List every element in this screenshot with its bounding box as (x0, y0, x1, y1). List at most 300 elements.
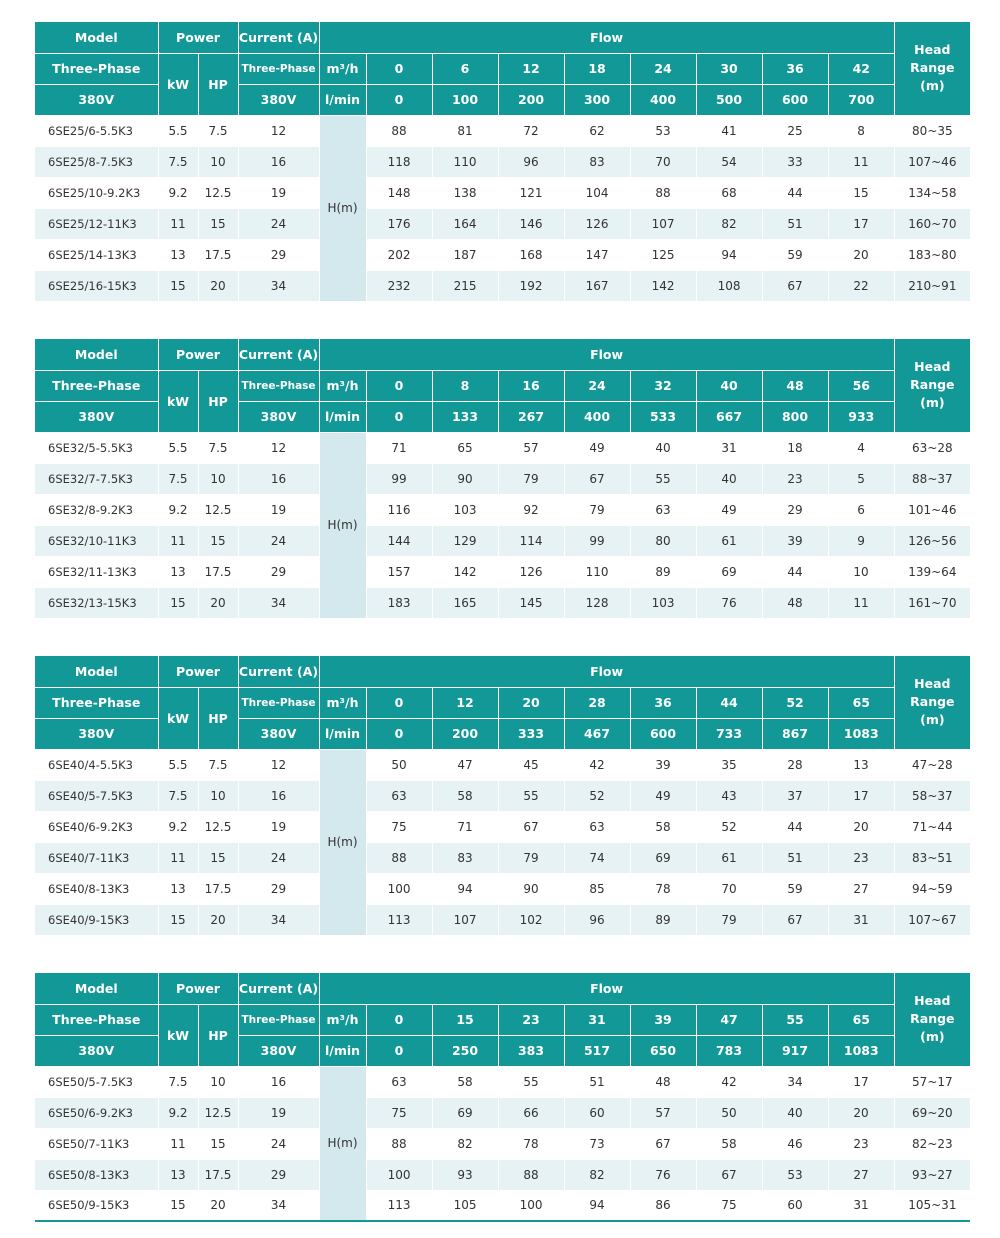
m3h-unit-header: m³/h (319, 687, 366, 718)
head-value-cell: 96 (564, 904, 630, 935)
head-value-cell: 39 (762, 525, 828, 556)
head-value-cell: 99 (366, 463, 432, 494)
flow-m3h-value: 16 (498, 370, 564, 401)
table-row (35, 494, 970, 525)
head-value-cell: 47 (432, 749, 498, 780)
flow-lmin-value: 917 (762, 1035, 828, 1066)
head-value-cell: 55 (498, 780, 564, 811)
hp-cell: 10 (198, 463, 238, 494)
kw-cell: 13 (158, 1159, 198, 1190)
current-cell: 12 (238, 749, 319, 780)
head-value-cell: 60 (564, 1097, 630, 1128)
three-phase-header: Three-Phase (35, 1004, 158, 1035)
kw-cell: 11 (158, 525, 198, 556)
head-value-cell: 165 (432, 587, 498, 618)
kw-cell: 15 (158, 270, 198, 301)
head-range-label-line: (m) (920, 395, 945, 411)
head-value-cell: 57 (498, 432, 564, 463)
head-value-cell: 59 (762, 239, 828, 270)
head-range-cell: 82~23 (894, 1128, 970, 1159)
head-value-cell: 33 (762, 146, 828, 177)
head-value-cell: 92 (498, 494, 564, 525)
head-value-cell: 40 (762, 1097, 828, 1128)
head-value-cell: 76 (630, 1159, 696, 1190)
head-value-cell: 5 (828, 463, 894, 494)
flow-m3h-value: 36 (762, 53, 828, 84)
head-value-cell: 88 (498, 1159, 564, 1190)
flow-header: Flow (319, 656, 894, 687)
flow-m3h-value: 0 (366, 687, 432, 718)
voltage-header: 380V (35, 401, 158, 432)
head-value-cell: 17 (828, 780, 894, 811)
flow-m3h-value: 55 (762, 1004, 828, 1035)
current-header: Current (A) (238, 656, 319, 687)
flow-lmin-value: 733 (696, 718, 762, 749)
flow-m3h-value: 30 (696, 53, 762, 84)
head-value-cell: 125 (630, 239, 696, 270)
head-value-cell: 232 (366, 270, 432, 301)
current-three-phase-header: Three-Phase (238, 1004, 319, 1035)
power-header: Power (158, 339, 238, 370)
head-range-cell: 83~51 (894, 842, 970, 873)
m3h-unit-header: m³/h (319, 370, 366, 401)
head-value-cell: 142 (432, 556, 498, 587)
head-value-cell: 63 (366, 1066, 432, 1097)
head-value-cell: 90 (498, 873, 564, 904)
hp-cell: 20 (198, 270, 238, 301)
current-three-phase-header: Three-Phase (238, 687, 319, 718)
head-value-cell: 71 (366, 432, 432, 463)
head-value-cell: 28 (762, 749, 828, 780)
head-value-cell: 23 (762, 463, 828, 494)
head-value-cell: 99 (564, 525, 630, 556)
current-three-phase-header: Three-Phase (238, 53, 319, 84)
hp-cell: 7.5 (198, 115, 238, 146)
current-cell: 16 (238, 463, 319, 494)
head-value-cell: 83 (432, 842, 498, 873)
hp-cell: 12.5 (198, 1097, 238, 1128)
current-cell: 29 (238, 873, 319, 904)
head-value-cell: 61 (696, 842, 762, 873)
hp-cell: 7.5 (198, 432, 238, 463)
head-value-cell: 37 (762, 780, 828, 811)
head-value-cell: 121 (498, 177, 564, 208)
head-value-cell: 49 (696, 494, 762, 525)
head-range-cell: 94~59 (894, 873, 970, 904)
head-value-cell: 49 (564, 432, 630, 463)
head-value-cell: 23 (828, 1128, 894, 1159)
table-row (35, 270, 970, 301)
flow-m3h-value: 8 (432, 370, 498, 401)
head-range-cell: 160~70 (894, 208, 970, 239)
flow-lmin-value: 600 (762, 84, 828, 115)
current-cell: 29 (238, 1159, 319, 1190)
hp-cell: 12.5 (198, 177, 238, 208)
head-value-cell: 67 (762, 270, 828, 301)
kw-header: kW (158, 370, 198, 432)
flow-lmin-value: 500 (696, 84, 762, 115)
performance-table-4 (35, 973, 970, 1222)
model-cell: 6SE50/8-13K3 (35, 1159, 158, 1190)
model-cell: 6SE25/6-5.5K3 (35, 115, 158, 146)
kw-cell: 11 (158, 1128, 198, 1159)
head-range-cell: 80~35 (894, 115, 970, 146)
head-value-cell: 52 (696, 811, 762, 842)
table-row (35, 239, 970, 270)
flow-lmin-value: 1083 (828, 718, 894, 749)
table-row (35, 1128, 970, 1159)
head-range-label-line: Head (914, 676, 951, 692)
table-row (35, 780, 970, 811)
head-value-cell: 107 (432, 904, 498, 935)
table-row (35, 811, 970, 842)
head-value-cell: 41 (696, 115, 762, 146)
model-cell: 6SE50/6-9.2K3 (35, 1097, 158, 1128)
current-header: Current (A) (238, 973, 319, 1004)
model-cell: 6SE32/11-13K3 (35, 556, 158, 587)
model-cell: 6SE25/14-13K3 (35, 239, 158, 270)
head-value-cell: 31 (696, 432, 762, 463)
head-value-cell: 35 (696, 749, 762, 780)
head-value-cell: 202 (366, 239, 432, 270)
m3h-unit-header: m³/h (319, 1004, 366, 1035)
current-header: Current (A) (238, 22, 319, 53)
flow-lmin-value: 400 (564, 401, 630, 432)
head-value-cell: 164 (432, 208, 498, 239)
kw-cell: 15 (158, 1190, 198, 1221)
flow-m3h-value: 0 (366, 1004, 432, 1035)
current-cell: 16 (238, 780, 319, 811)
flow-m3h-value: 0 (366, 53, 432, 84)
head-unit-cell: H(m) (319, 749, 366, 935)
table-row (35, 556, 970, 587)
head-range-cell: 69~20 (894, 1097, 970, 1128)
kw-cell: 9.2 (158, 177, 198, 208)
head-value-cell: 176 (366, 208, 432, 239)
head-value-cell: 9 (828, 525, 894, 556)
hp-cell: 15 (198, 1128, 238, 1159)
model-header: Model (35, 22, 158, 53)
table-row (35, 463, 970, 494)
head-unit-cell: H(m) (319, 115, 366, 301)
head-value-cell: 94 (696, 239, 762, 270)
head-value-cell: 4 (828, 432, 894, 463)
head-value-cell: 31 (828, 904, 894, 935)
head-value-cell: 44 (762, 556, 828, 587)
current-header: Current (A) (238, 339, 319, 370)
performance-table-1 (35, 22, 970, 302)
head-value-cell: 13 (828, 749, 894, 780)
head-value-cell: 20 (828, 239, 894, 270)
head-value-cell: 80 (630, 525, 696, 556)
hp-header: HP (198, 687, 238, 749)
head-value-cell: 10 (828, 556, 894, 587)
current-cell: 24 (238, 208, 319, 239)
hp-cell: 15 (198, 208, 238, 239)
flow-lmin-value: 300 (564, 84, 630, 115)
hp-cell: 10 (198, 146, 238, 177)
head-value-cell: 63 (630, 494, 696, 525)
head-value-cell: 63 (564, 811, 630, 842)
head-value-cell: 126 (498, 556, 564, 587)
model-cell: 6SE40/6-9.2K3 (35, 811, 158, 842)
head-range-cell: 210~91 (894, 270, 970, 301)
flow-lmin-value: 200 (498, 84, 564, 115)
head-value-cell: 67 (564, 463, 630, 494)
power-header: Power (158, 973, 238, 1004)
head-value-cell: 48 (630, 1066, 696, 1097)
head-value-cell: 79 (696, 904, 762, 935)
flow-m3h-value: 40 (696, 370, 762, 401)
flow-lmin-value: 800 (762, 401, 828, 432)
lmin-unit-header: l/min (319, 718, 366, 749)
flow-lmin-value: 400 (630, 84, 696, 115)
head-value-cell: 23 (828, 842, 894, 873)
head-value-cell: 103 (630, 587, 696, 618)
voltage-header: 380V (35, 84, 158, 115)
head-value-cell: 192 (498, 270, 564, 301)
head-value-cell: 60 (762, 1190, 828, 1221)
head-value-cell: 102 (498, 904, 564, 935)
head-value-cell: 70 (696, 873, 762, 904)
head-value-cell: 88 (630, 177, 696, 208)
head-range-header (894, 973, 970, 1066)
hp-cell: 17.5 (198, 239, 238, 270)
current-cell: 12 (238, 115, 319, 146)
flow-m3h-value: 12 (498, 53, 564, 84)
hp-cell: 12.5 (198, 811, 238, 842)
flow-lmin-value: 700 (828, 84, 894, 115)
head-value-cell: 187 (432, 239, 498, 270)
head-value-cell: 146 (498, 208, 564, 239)
head-value-cell: 78 (630, 873, 696, 904)
head-range-cell: 93~27 (894, 1159, 970, 1190)
head-value-cell: 53 (762, 1159, 828, 1190)
hp-cell: 20 (198, 904, 238, 935)
head-value-cell: 82 (696, 208, 762, 239)
model-cell: 6SE25/8-7.5K3 (35, 146, 158, 177)
head-range-cell: 105~31 (894, 1190, 970, 1221)
head-value-cell: 49 (630, 780, 696, 811)
head-value-cell: 89 (630, 904, 696, 935)
flow-m3h-value: 28 (564, 687, 630, 718)
flow-lmin-value: 383 (498, 1035, 564, 1066)
kw-cell: 5.5 (158, 432, 198, 463)
hp-cell: 20 (198, 1190, 238, 1221)
table-row (35, 177, 970, 208)
kw-cell: 13 (158, 873, 198, 904)
current-voltage-header: 380V (238, 718, 319, 749)
head-value-cell: 88 (366, 1128, 432, 1159)
model-cell: 6SE40/7-11K3 (35, 842, 158, 873)
head-value-cell: 114 (498, 525, 564, 556)
head-value-cell: 48 (762, 587, 828, 618)
head-range-header (894, 656, 970, 749)
head-value-cell: 67 (696, 1159, 762, 1190)
kw-cell: 9.2 (158, 811, 198, 842)
head-value-cell: 85 (564, 873, 630, 904)
current-cell: 19 (238, 494, 319, 525)
head-range-label-line: Head (914, 359, 951, 375)
head-value-cell: 69 (630, 842, 696, 873)
head-value-cell: 54 (696, 146, 762, 177)
head-value-cell: 58 (432, 1066, 498, 1097)
model-cell: 6SE50/7-11K3 (35, 1128, 158, 1159)
flow-lmin-value: 0 (366, 718, 432, 749)
head-range-label-line: Range (910, 694, 955, 710)
head-value-cell: 100 (366, 873, 432, 904)
flow-lmin-value: 0 (366, 1035, 432, 1066)
current-cell: 16 (238, 146, 319, 177)
head-value-cell: 147 (564, 239, 630, 270)
hp-header: HP (198, 1004, 238, 1066)
head-range-label-line: Range (910, 60, 955, 76)
table-row (35, 1097, 970, 1128)
hp-cell: 17.5 (198, 556, 238, 587)
head-range-cell: 57~17 (894, 1066, 970, 1097)
head-range-label-line: (m) (920, 1029, 945, 1045)
flow-lmin-value: 667 (696, 401, 762, 432)
head-value-cell: 45 (498, 749, 564, 780)
hp-cell: 20 (198, 587, 238, 618)
head-value-cell: 79 (498, 842, 564, 873)
kw-cell: 15 (158, 904, 198, 935)
kw-cell: 13 (158, 239, 198, 270)
head-value-cell: 67 (762, 904, 828, 935)
head-range-cell: 88~37 (894, 463, 970, 494)
head-value-cell: 8 (828, 115, 894, 146)
current-cell: 34 (238, 587, 319, 618)
table-row (35, 1159, 970, 1190)
head-range-cell: 161~70 (894, 587, 970, 618)
head-value-cell: 126 (564, 208, 630, 239)
head-value-cell: 52 (564, 780, 630, 811)
head-value-cell: 100 (366, 1159, 432, 1190)
hp-cell: 15 (198, 842, 238, 873)
flow-lmin-value: 200 (432, 718, 498, 749)
kw-cell: 11 (158, 842, 198, 873)
head-range-cell: 71~44 (894, 811, 970, 842)
flow-lmin-value: 1083 (828, 1035, 894, 1066)
model-cell: 6SE40/4-5.5K3 (35, 749, 158, 780)
head-value-cell: 168 (498, 239, 564, 270)
head-value-cell: 71 (432, 811, 498, 842)
head-value-cell: 107 (630, 208, 696, 239)
head-value-cell: 55 (498, 1066, 564, 1097)
current-cell: 34 (238, 1190, 319, 1221)
flow-m3h-value: 48 (762, 370, 828, 401)
head-value-cell: 113 (366, 904, 432, 935)
flow-lmin-value: 467 (564, 718, 630, 749)
lmin-unit-header: l/min (319, 1035, 366, 1066)
head-value-cell: 27 (828, 1159, 894, 1190)
head-value-cell: 81 (432, 115, 498, 146)
current-cell: 34 (238, 904, 319, 935)
head-value-cell: 58 (630, 811, 696, 842)
head-value-cell: 100 (498, 1190, 564, 1221)
head-value-cell: 53 (630, 115, 696, 146)
head-range-cell: 107~67 (894, 904, 970, 935)
model-cell: 6SE50/9-15K3 (35, 1190, 158, 1221)
head-range-cell: 134~58 (894, 177, 970, 208)
head-value-cell: 51 (762, 842, 828, 873)
flow-lmin-value: 933 (828, 401, 894, 432)
flow-lmin-value: 0 (366, 401, 432, 432)
head-value-cell: 145 (498, 587, 564, 618)
kw-header: kW (158, 687, 198, 749)
table-row (35, 525, 970, 556)
current-voltage-header: 380V (238, 84, 319, 115)
head-value-cell: 104 (564, 177, 630, 208)
model-header: Model (35, 973, 158, 1004)
head-value-cell: 110 (432, 146, 498, 177)
kw-cell: 5.5 (158, 749, 198, 780)
head-value-cell: 6 (828, 494, 894, 525)
head-value-cell: 20 (828, 811, 894, 842)
head-value-cell: 51 (762, 208, 828, 239)
flow-lmin-value: 600 (630, 718, 696, 749)
model-cell: 6SE32/7-7.5K3 (35, 463, 158, 494)
head-value-cell: 75 (366, 811, 432, 842)
flow-lmin-value: 650 (630, 1035, 696, 1066)
current-cell: 19 (238, 177, 319, 208)
hp-cell: 17.5 (198, 1159, 238, 1190)
kw-cell: 7.5 (158, 463, 198, 494)
head-value-cell: 82 (564, 1159, 630, 1190)
flow-m3h-value: 32 (630, 370, 696, 401)
model-cell: 6SE40/8-13K3 (35, 873, 158, 904)
m3h-unit-header: m³/h (319, 53, 366, 84)
flow-lmin-value: 333 (498, 718, 564, 749)
head-value-cell: 18 (762, 432, 828, 463)
kw-cell: 7.5 (158, 146, 198, 177)
head-value-cell: 116 (366, 494, 432, 525)
head-range-cell: 63~28 (894, 432, 970, 463)
head-value-cell: 129 (432, 525, 498, 556)
current-three-phase-header: Three-Phase (238, 370, 319, 401)
head-value-cell: 29 (762, 494, 828, 525)
head-value-cell: 17 (828, 1066, 894, 1097)
current-cell: 12 (238, 432, 319, 463)
current-cell: 24 (238, 1128, 319, 1159)
three-phase-header: Three-Phase (35, 53, 158, 84)
head-value-cell: 93 (432, 1159, 498, 1190)
flow-header: Flow (319, 22, 894, 53)
head-value-cell: 157 (366, 556, 432, 587)
lmin-unit-header: l/min (319, 84, 366, 115)
head-value-cell: 76 (696, 587, 762, 618)
flow-m3h-value: 65 (828, 1004, 894, 1035)
head-value-cell: 43 (696, 780, 762, 811)
current-cell: 29 (238, 556, 319, 587)
lmin-unit-header: l/min (319, 401, 366, 432)
hp-cell: 17.5 (198, 873, 238, 904)
flow-header: Flow (319, 339, 894, 370)
table-row (35, 1066, 970, 1097)
head-value-cell: 11 (828, 587, 894, 618)
head-value-cell: 79 (564, 494, 630, 525)
head-value-cell: 74 (564, 842, 630, 873)
hp-cell: 10 (198, 1066, 238, 1097)
current-cell: 29 (238, 239, 319, 270)
head-value-cell: 58 (432, 780, 498, 811)
current-cell: 24 (238, 842, 319, 873)
head-value-cell: 118 (366, 146, 432, 177)
kw-header: kW (158, 1004, 198, 1066)
head-range-label-line: Head (914, 42, 951, 58)
head-value-cell: 31 (828, 1190, 894, 1221)
head-value-cell: 183 (366, 587, 432, 618)
